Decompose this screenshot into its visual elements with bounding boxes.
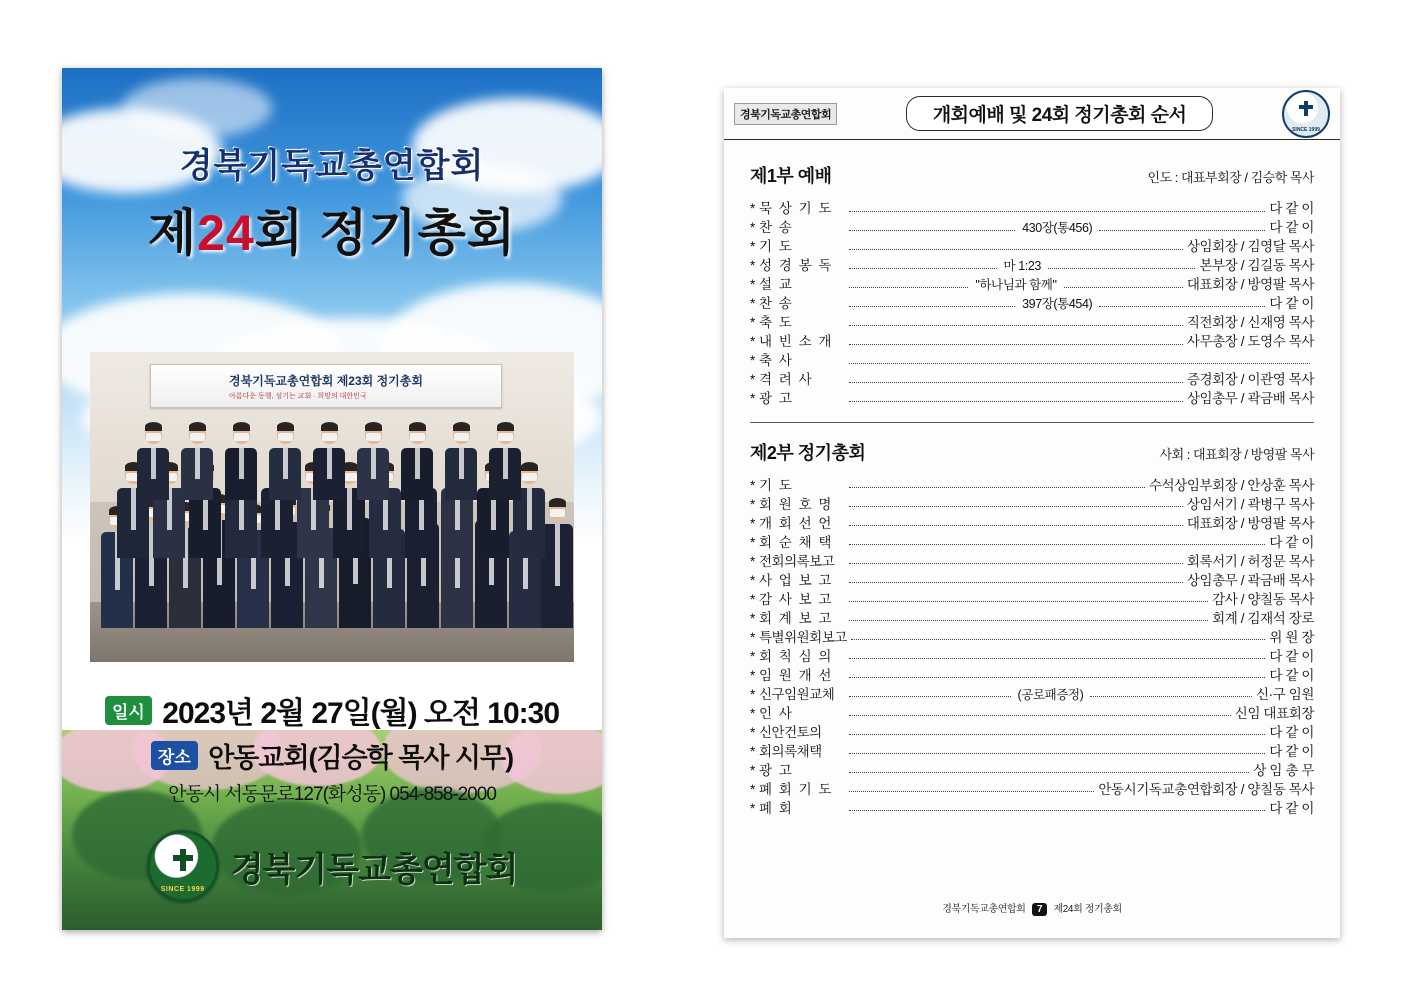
row-star: * (750, 315, 755, 330)
row-item: 회 계 보 고 (759, 610, 833, 626)
row-dots (849, 305, 1015, 307)
row-dots (851, 638, 1266, 640)
program-body (724, 140, 1340, 815)
row-item: 폐 회 (759, 800, 794, 816)
row-who: 다 같 이 (1269, 743, 1314, 759)
row-who: 다 같 이 (1269, 296, 1314, 311)
list-item (750, 707, 1314, 721)
row-who: 회계 / 김재석 장로 (1212, 610, 1314, 626)
row-star: * (750, 239, 755, 254)
date-label-badge: 일시 (105, 696, 152, 725)
row-mid: 430장(통456) (1022, 221, 1093, 235)
row-dots (849, 619, 1208, 621)
row-who: 다 같 이 (1269, 534, 1314, 550)
row-star: * (750, 334, 755, 349)
row-item: 개 회 선 언 (759, 515, 833, 531)
row-mid: "하나님과 함께" (975, 278, 1057, 292)
photo-banner-title: 경북기독교총연합회 제23회 정기총회 (229, 373, 423, 388)
program-order-page (724, 88, 1340, 938)
row-who: 상임서기 / 곽병구 목사 (1186, 496, 1314, 512)
row-dots (849, 657, 1265, 659)
part2-header (750, 439, 1314, 465)
row-star: * (750, 800, 755, 816)
row-item: 묵 상 기 도 (759, 201, 833, 216)
row-star: * (750, 258, 755, 273)
row-dots (849, 695, 1011, 697)
row-who: 신임 대표회장 (1234, 705, 1314, 721)
row-dots (1048, 267, 1196, 269)
list-item (750, 221, 1314, 235)
row-mid: 397장(통454) (1022, 297, 1093, 311)
row-star: * (750, 705, 755, 721)
cover-event-info (62, 688, 602, 806)
row-dots (849, 229, 1015, 231)
row-item: 감 사 보 고 (759, 591, 833, 607)
list-item (750, 240, 1314, 254)
row-who: 대표회장 / 방영팔 목사 (1186, 515, 1314, 531)
row-item: 특별위원회보고 (759, 629, 847, 645)
row-item: 광 고 (759, 391, 794, 406)
row-dots (849, 505, 1183, 507)
list-item (750, 354, 1314, 368)
row-who: 다 같 이 (1269, 220, 1314, 235)
cover-title-number: 24 (197, 205, 255, 261)
row-who: 사무총장 / 도영수 목사 (1186, 334, 1314, 349)
cover-footer-organization (231, 842, 518, 891)
row-dots (849, 324, 1183, 326)
logo-since-text: SINCE 1999 (160, 886, 205, 893)
list-item (750, 202, 1314, 216)
list-item (750, 335, 1314, 349)
row-item: 인 사 (759, 705, 794, 721)
row-who: 수석상임부회장 / 안상훈 목사 (1148, 477, 1314, 493)
row-who: 안동시기독교총연합회장 / 양칠동 목사 (1098, 781, 1314, 797)
cover-title-prefix: 제 (147, 205, 198, 261)
list-item (750, 555, 1314, 569)
row-who: 다 같 이 (1269, 667, 1314, 683)
program-header-center (837, 96, 1282, 131)
row-star: * (750, 220, 755, 235)
footer-page-number: 7 (1032, 903, 1047, 916)
program-header (724, 88, 1340, 140)
row-mid: (공로패증정) (1017, 687, 1084, 702)
cover-main-title (62, 193, 602, 265)
list-item (750, 802, 1314, 816)
row-star: * (750, 724, 755, 740)
row-item: 찬 송 (759, 296, 794, 311)
row-who: 다 같 이 (1269, 201, 1314, 216)
row-dots (849, 267, 997, 269)
program-header-org-tag: 경북기독교총연합회 (734, 103, 837, 125)
row-star: * (750, 534, 755, 550)
row-star: * (750, 762, 755, 778)
program-header-title: 개회예배 및 24회 정기총회 순서 (906, 96, 1214, 131)
list-item (750, 479, 1314, 493)
row-item: 회의록채택 (759, 743, 822, 759)
row-star: * (750, 610, 755, 626)
cross-icon (1304, 101, 1308, 116)
row-star: * (750, 686, 755, 702)
row-dots (849, 400, 1183, 402)
photo-stage-banner (150, 364, 502, 408)
row-star: * (750, 201, 755, 216)
row-dots (849, 581, 1183, 583)
list-item (750, 278, 1314, 292)
list-item (750, 726, 1314, 740)
list-item (750, 316, 1314, 330)
row-who: 다 같 이 (1269, 800, 1314, 816)
row-item: 회 칙 심 의 (759, 648, 833, 664)
row-item: 축 사 (759, 353, 794, 368)
part2-list (750, 479, 1314, 816)
list-item (750, 373, 1314, 387)
footer-assembly-name: 제24회 정기총회 (1053, 904, 1122, 915)
cloud-decoration (122, 78, 272, 138)
row-item: 임 원 개 선 (759, 667, 833, 683)
footer-organization: 경북기독교총연합회 (942, 904, 1026, 915)
cross-icon (180, 849, 186, 871)
association-logo-icon (1282, 90, 1330, 138)
row-mid: 마 1:23 (1003, 259, 1041, 273)
list-item (750, 517, 1314, 531)
section-divider (750, 422, 1314, 423)
row-dots (849, 600, 1208, 602)
cover-title-block (62, 138, 602, 265)
row-who: 다 같 이 (1269, 724, 1314, 740)
row-dots (849, 210, 1265, 212)
row-item: 신안건토의 (759, 724, 822, 740)
row-star: * (750, 553, 755, 569)
row-item: 폐 회 기 도 (759, 781, 833, 797)
row-dots (1090, 695, 1252, 697)
group-photo (90, 352, 574, 662)
cover-place-line (62, 736, 602, 775)
row-star: * (750, 372, 755, 387)
row-star: * (750, 591, 755, 607)
program-page-footer (724, 900, 1340, 978)
row-item: 찬 송 (759, 220, 794, 235)
row-who: 증경회장 / 이관영 목사 (1186, 372, 1314, 387)
people-group (96, 428, 568, 628)
row-star: * (750, 391, 755, 406)
part1-list (750, 202, 1314, 406)
photo-banner-subtitle: 아름다운 동행, 섬기는 교회 · 희망의 대한민국 (229, 392, 367, 400)
list-item (750, 745, 1314, 759)
cover-organization-name: 경북기독교총연합회 (179, 147, 485, 185)
row-who: 상임총무 / 곽금배 목사 (1186, 391, 1314, 406)
row-item: 내 빈 소 개 (759, 334, 833, 349)
list-item (750, 259, 1314, 273)
row-dots (849, 733, 1265, 735)
cover-date-text: 2023년 2월 27일(월) 오전 10:30 (162, 697, 560, 730)
cover-date-line (62, 688, 602, 732)
row-dots (849, 362, 1310, 364)
row-dots (1099, 229, 1265, 231)
row-who: 본부장 / 김길동 목사 (1199, 258, 1315, 273)
row-dots (849, 248, 1183, 250)
row-star: * (750, 743, 755, 759)
row-star: * (750, 477, 755, 493)
list-item (750, 783, 1314, 797)
row-dots (849, 809, 1265, 811)
row-item: 축 도 (759, 315, 794, 330)
list-item (750, 669, 1314, 683)
row-star: * (750, 277, 755, 292)
list-item (750, 498, 1314, 512)
row-dots (849, 752, 1265, 754)
row-who: 직전회장 / 신재영 목사 (1186, 315, 1314, 330)
row-item: 설 교 (759, 277, 794, 292)
row-item: 기 도 (759, 239, 794, 254)
list-item (750, 631, 1314, 645)
list-item (750, 764, 1314, 778)
row-item: 회 순 채 택 (759, 534, 833, 550)
cover-footer (62, 830, 602, 902)
list-item (750, 688, 1314, 702)
row-star: * (750, 353, 755, 368)
row-item: 광 고 (759, 762, 794, 778)
list-item (750, 536, 1314, 550)
row-star: * (750, 572, 755, 588)
conference-cover-page (62, 68, 602, 930)
row-star: * (750, 496, 755, 512)
place-label-badge: 장소 (151, 741, 198, 770)
row-dots (1064, 286, 1183, 288)
row-star: * (750, 781, 755, 797)
part1-leader: 인도 : 대표부회장 / 김승학 목사 (1147, 170, 1314, 185)
row-who: 회록서기 / 허정문 목사 (1186, 553, 1314, 569)
row-item: 전회의록보고 (759, 553, 835, 569)
row-dots (849, 790, 1094, 792)
row-star: * (750, 667, 755, 683)
part2-title: 제2부 정기총회 (750, 442, 866, 463)
row-item: 기 도 (759, 477, 794, 493)
row-who: 상임회장 / 김영달 목사 (1186, 239, 1314, 254)
row-star: * (750, 296, 755, 311)
row-who: 대표회장 / 방영팔 목사 (1186, 277, 1314, 292)
row-who: 상 임 총 무 (1253, 762, 1314, 778)
list-item (750, 297, 1314, 311)
list-item (750, 574, 1314, 588)
row-star: * (750, 648, 755, 664)
row-star: * (750, 515, 755, 531)
row-dots (849, 676, 1265, 678)
row-dots (849, 286, 968, 288)
row-dots (849, 771, 1249, 773)
row-item: 격 려 사 (759, 372, 814, 387)
list-item (750, 392, 1314, 406)
cover-footer-organization-text: 경북기독교총연합회 (230, 850, 518, 889)
part1-header (750, 162, 1314, 188)
row-dots (849, 562, 1183, 564)
row-who: 신·구 임원 (1256, 686, 1315, 702)
row-dots (849, 381, 1183, 383)
cover-place-text: 안동교회(김승학 목사 시무) (208, 743, 514, 773)
row-dots (1099, 305, 1265, 307)
row-who: 상임총무 / 곽금배 목사 (1186, 572, 1314, 588)
row-item: 성 경 봉 독 (759, 258, 833, 273)
cover-title-suffix: 회 정기총회 (254, 205, 517, 261)
list-item (750, 593, 1314, 607)
row-item: 사 업 보 고 (759, 572, 833, 588)
cover-address-text: 안동시 서동문로127(화성동) 054-858-2000 (168, 784, 496, 805)
row-item: 회 원 호 명 (759, 496, 833, 512)
row-dots (849, 543, 1265, 545)
row-who: 다 같 이 (1269, 648, 1314, 664)
row-dots (849, 714, 1231, 716)
row-item: 신구임원교체 (759, 686, 835, 702)
association-logo-icon (147, 830, 219, 902)
row-star: * (750, 629, 755, 645)
list-item (750, 612, 1314, 626)
part1-title: 제1부 예배 (750, 166, 832, 186)
part2-leader: 사회 : 대표회장 / 방영팔 목사 (1159, 446, 1314, 462)
list-item (750, 650, 1314, 664)
row-who: 감사 / 양칠동 목사 (1212, 591, 1314, 607)
row-who: 위 원 장 (1269, 629, 1314, 645)
row-dots (849, 343, 1183, 345)
logo-since-text: SINCE 1999 (1292, 126, 1320, 133)
row-dots (849, 486, 1145, 488)
row-dots (849, 524, 1183, 526)
